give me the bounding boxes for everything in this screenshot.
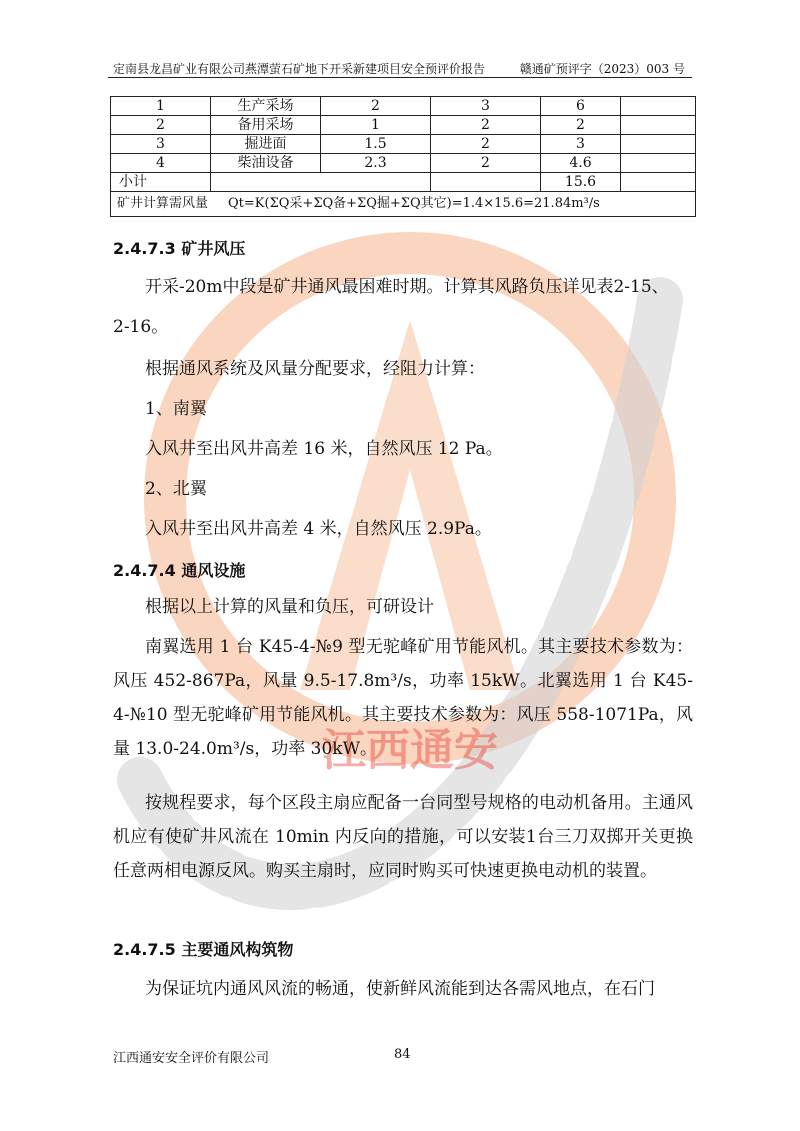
list-item-south-wing: 1、南翼	[145, 399, 207, 419]
table-subtotal-row	[111, 173, 696, 192]
paragraph: 入风井至出风井高差 4 米，自然风压 2.9Pa。	[145, 519, 492, 539]
header-report-title: 定南县龙昌矿业有限公司燕潭萤石矿地下开采新建项目安全预评价报告	[113, 62, 486, 76]
section-heading-air-pressure: 2.4.7.3 矿井风压	[113, 239, 246, 258]
table-row: 3 掘进面 1.5 2 3	[111, 135, 696, 154]
paragraph: 根据以上计算的风量和负压，可研设计	[145, 597, 434, 617]
table-row: 1 生产采场 2 3 6	[111, 97, 696, 116]
paragraph: 根据通风系统及风量分配要求，经阻力计算：	[145, 359, 485, 379]
watermark-stamp: 江西通安	[322, 725, 498, 776]
formula-expression: Qt=K(ΣQ采+ΣQ备+ΣQ掘+ΣQ其它)=1.4×15.6=21.84m³/s	[228, 196, 600, 211]
footer-company: 江西通安安全评价有限公司	[113, 1051, 270, 1066]
section-heading-ventilation-structures: 2.4.7.5 主要通风构筑物	[113, 940, 294, 959]
section-heading-ventilation-facilities: 2.4.7.4 通风设施	[113, 561, 246, 580]
table-row: 4 柴油设备 2.3 2 4.6	[111, 154, 696, 173]
list-item-north-wing: 2、北翼	[145, 479, 207, 499]
table-formula-row	[111, 192, 696, 217]
paragraph: 2-16。	[113, 317, 169, 337]
paragraph: 开采-20m中段是矿井通风最困难时期。计算其风路负压详见表2-15、	[145, 277, 669, 297]
subtotal-value: 15.6	[541, 173, 621, 192]
page-number: 84	[394, 1047, 411, 1062]
header-divider	[108, 77, 692, 78]
paragraph: 为保证坑内通风风流的畅通，使新鲜风流能到达各需风地点，在石门	[145, 979, 655, 999]
paragraph: 入风井至出风井高差 16 米，自然风压 12 Pa。	[145, 439, 503, 459]
table-row: 2 备用采场 1 2 2	[111, 116, 696, 135]
formula-label: 矿井计算需风量	[117, 196, 209, 211]
paragraph-fan-selection: 南翼选用 1 台 K45-4-№9 型无驼峰矿用节能风机。其主要技术参数为：风压 452-867Pa，风量 9.5-17.8m³/s，功率 15kW。北翼选用 1 台 K45-4-№10 型无驼峰矿用节能风机。其主要技术参数为：风压 558-1071Pa，风量 13.0-24.0m³/s，功率 30kW。	[113, 637, 693, 759]
header-report-number: 赣通矿预评字（2023）003 号	[519, 62, 685, 76]
subtotal-label: 小计	[111, 173, 211, 192]
air-volume-table	[110, 96, 696, 217]
paragraph-reverse-ventilation: 按规程要求，每个区段主扇应配备一台同型号规格的电动机备用。主通风机应有使矿井风流在 10min 内反向的措施，可以安装1台三刀双掷开关更换任意两相电源反风。购买主扇时，应同时购买可快速更换电动机的装置。	[113, 793, 693, 881]
